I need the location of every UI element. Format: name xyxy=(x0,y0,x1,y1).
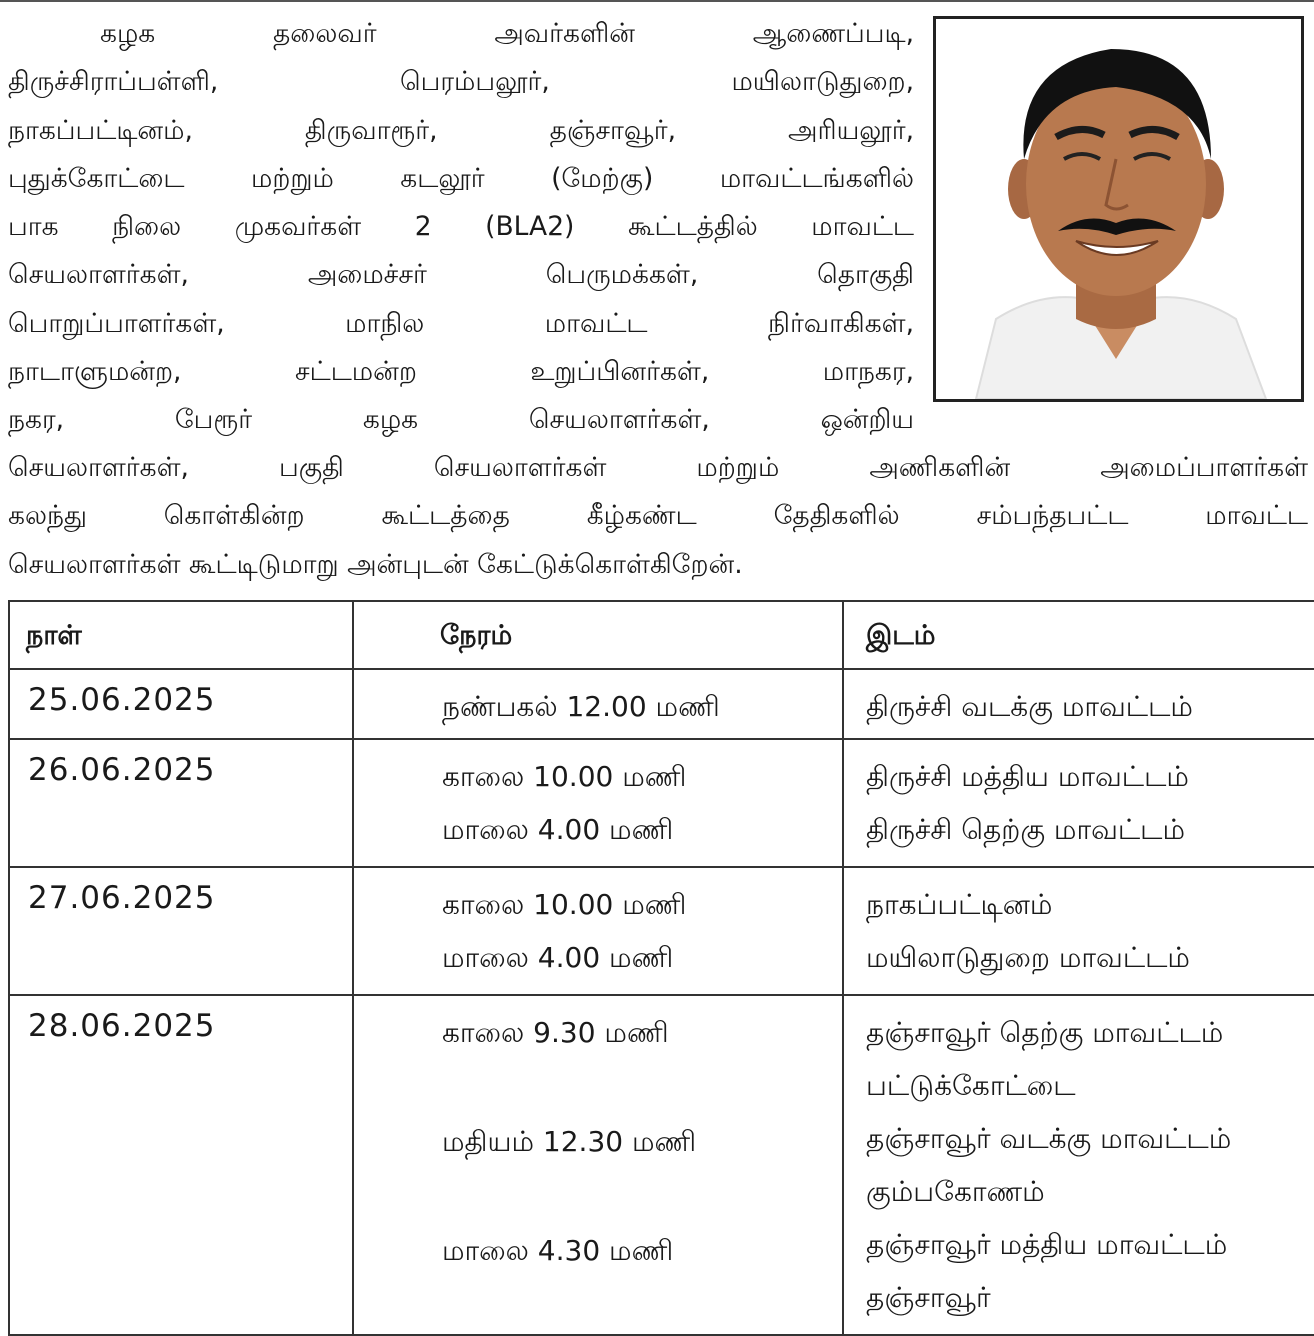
row-place: தஞ்சாவூர் தெற்கு மாவட்டம் xyxy=(866,1016,1224,1049)
row-place: கும்பகோணம் xyxy=(866,1175,1045,1208)
table-row xyxy=(9,739,1314,867)
intro-line: செயலாளர்கள், அமைச்சர் பெருமக்கள், தொகுதி xyxy=(8,259,914,291)
row-time: காலை 9.30 மணி xyxy=(442,1016,669,1049)
row-date: 27.06.2025 xyxy=(28,880,216,916)
header-time xyxy=(353,601,843,669)
row-place: திருச்சி தெற்கு மாவட்டம் xyxy=(866,813,1185,846)
row-place: நாகப்பட்டினம் xyxy=(866,888,1053,921)
header-time-label: நேரம் xyxy=(440,620,513,651)
intro-line: நகர, பேரூர் கழக செயலாளர்கள், ஒன்றிய xyxy=(8,404,914,436)
header-date xyxy=(9,601,353,669)
row-place: திருச்சி வடக்கு மாவட்டம் xyxy=(866,690,1193,723)
intro-line: நாடாளுமன்ற, சட்டமன்ற உறுப்பினர்கள், மாநகர, xyxy=(8,356,914,388)
intro-line: புதுக்கோட்டை மற்றும் கடலூர் (மேற்கு) மாவட்டங்களில் xyxy=(8,162,914,194)
row-time: காலை 10.00 மணி xyxy=(442,760,687,793)
row-time: காலை 10.00 மணி xyxy=(442,888,687,921)
row-place: பட்டுக்கோட்டை xyxy=(866,1069,1076,1102)
header-place-label: இடம் xyxy=(866,620,936,651)
row-date: 25.06.2025 xyxy=(28,682,216,718)
table-row xyxy=(9,669,1314,739)
table-header-row xyxy=(9,601,1314,669)
row-time: நண்பகல் 12.00 மணி xyxy=(442,690,720,723)
portrait-illustration xyxy=(936,19,1301,399)
continuation-paragraph xyxy=(8,444,1308,589)
row-place: தஞ்சாவூர் வடக்கு மாவட்டம் xyxy=(866,1122,1232,1155)
paragraph-line: செயலாளர்கள், பகுதி செயலாளர்கள் மற்றும் அணிகளின் அமைப்பாளர்கள் xyxy=(8,452,1308,483)
intro-line: பாக நிலை முகவர்கள் 2 (BLA2) கூட்டத்தில் மாவட்ட xyxy=(8,211,914,243)
table-row xyxy=(9,867,1314,995)
paragraph-line: செயலாளர்கள் கூட்டிடுமாறு அன்புடன் கேட்டுக்கொள்கிறேன். xyxy=(8,548,743,580)
header-date-label: நாள் xyxy=(26,620,82,651)
intro-line: திருச்சிராப்பள்ளி, பெரம்பலூர், மயிலாடுதுறை, xyxy=(8,66,914,98)
row-date: 28.06.2025 xyxy=(28,1008,216,1044)
intro-paragraph xyxy=(8,10,914,445)
portrait-photo xyxy=(933,16,1304,402)
intro-line: நாகப்பட்டினம், திருவாரூர், தஞ்சாவூர், அரியலூர், xyxy=(8,114,914,146)
row-time: மாலை 4.00 மணி xyxy=(442,813,674,846)
schedule-table xyxy=(8,600,1314,1336)
row-place: திருச்சி மத்திய மாவட்டம் xyxy=(866,760,1189,793)
header-place xyxy=(843,601,1314,669)
row-time: மதியம் 12.30 மணி xyxy=(442,1125,697,1158)
paragraph-line: கலந்து கொள்கின்ற கூட்டத்தை கீழ்கண்ட தேதிகளில் சம்பந்தபட்ட மாவட்ட xyxy=(8,500,1308,532)
intro-line: கழக தலைவர் அவர்களின் ஆணைப்படி, xyxy=(100,18,914,49)
row-date: 26.06.2025 xyxy=(28,752,216,788)
intro-line: பொறுப்பாளர்கள், மாநில மாவட்ட நிர்வாகிகள், xyxy=(8,307,914,339)
row-place: மயிலாடுதுறை மாவட்டம் xyxy=(866,941,1190,974)
row-time: மாலை 4.30 மணி xyxy=(442,1234,674,1267)
top-rule xyxy=(0,0,1314,2)
table-row xyxy=(9,995,1314,1335)
row-place: தஞ்சாவூர் xyxy=(866,1281,991,1314)
row-time: மாலை 4.00 மணி xyxy=(442,941,674,974)
row-place: தஞ்சாவூர் மத்திய மாவட்டம் xyxy=(866,1228,1228,1261)
